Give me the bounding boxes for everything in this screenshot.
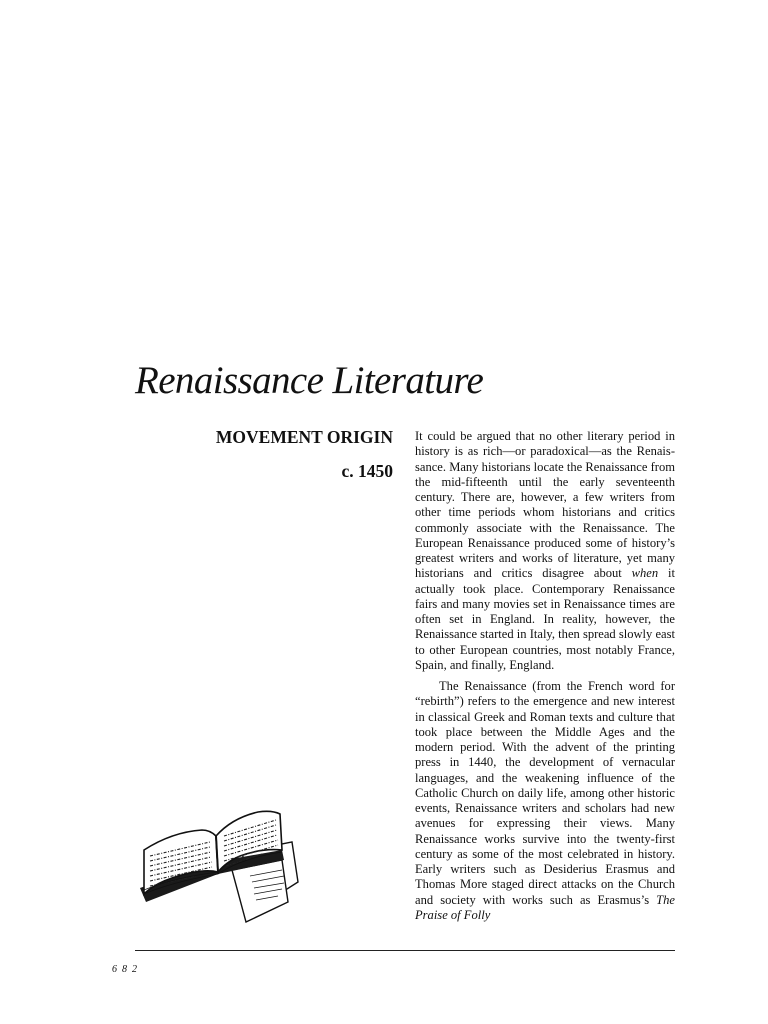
- paragraph-1: [415, 429, 675, 673]
- paragraph-1-text-a: It could be argued that no other literary period in history is as rich—or paradoxical—as the Renaissance. Many historians locate the Renaissance from the mid-fifteenth until the early seventeenth century. There are, however, a few writers from other time periods whom historians and critics commonly associate with the Renaissance. The European Renaissance produced some of history’s greatest writers and works of literature, yet many historians and critics disagree about: [415, 429, 675, 581]
- movement-origin-label: MOVEMENT ORIGIN: [215, 427, 393, 447]
- paragraph-2: [415, 679, 675, 923]
- movement-origin-date: c. 1450: [341, 461, 393, 481]
- page-number: 682: [112, 964, 142, 975]
- page-title: Renaissance Literature: [135, 359, 484, 402]
- paragraph-1-italic: when: [631, 566, 659, 581]
- open-book-icon: [132, 790, 302, 930]
- body-text-column: [415, 429, 675, 923]
- footer-rule: [135, 950, 675, 951]
- paragraph-1-text-b: it actually took place. Contemporary Renaissance fairs and many movies set in Renaissance times are often set in England. In reality, however, the Renaissance started in Italy, then spread slowly east to other European countries, most notably France, Spain, and finally, England.: [415, 566, 675, 672]
- paragraph-2-italic: The Praise of Folly: [415, 892, 675, 922]
- paragraph-2-text-a: The Renaissance (from the French word for “rebirth”) refers to the emergence and new interest in classical Greek and Roman texts and culture that took place between the Middle Ages and the modern period. With the advent of the printing press in 1440, the development of vernacular languages, and the weakening influence of the Catholic Church on daily life, among other historic events, Renaissance writers and scholars had new avenues for expressing their views. Many Renaissance works survive into the twenty-first century as some of the most celebrated in history. Early writers such as Desiderius Erasmus and Thomas More staged direct attacks on the Church and society with works such as Erasmus’s: [415, 679, 675, 907]
